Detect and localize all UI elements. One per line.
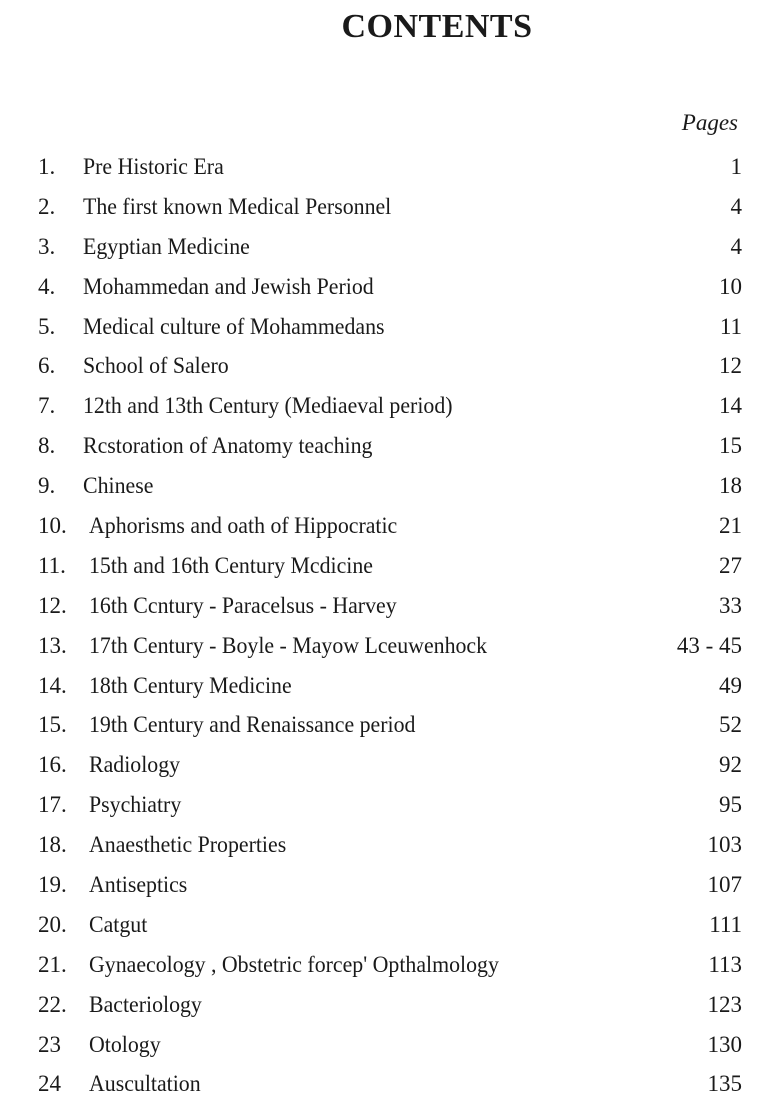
entry-number: 17. bbox=[38, 792, 67, 818]
entry-title: Anaesthetic Properties bbox=[89, 832, 287, 858]
contents-entry bbox=[0, 905, 780, 945]
entry-page: 107 bbox=[707, 872, 742, 898]
entry-page: 43 - 45 bbox=[676, 632, 742, 658]
entry-title: 15th and 16th Century Mcdicine bbox=[89, 552, 374, 578]
contents-entry bbox=[0, 1064, 780, 1104]
contents-entry bbox=[0, 626, 780, 666]
entry-page: 135 bbox=[707, 1071, 742, 1097]
contents-entry bbox=[0, 785, 780, 825]
contents-entry bbox=[0, 267, 780, 307]
entry-page: 111 bbox=[709, 911, 742, 937]
entry-number: 23 bbox=[38, 1031, 61, 1057]
entry-title: Pre Historic Era bbox=[83, 154, 224, 179]
contents-entry bbox=[0, 945, 780, 985]
contents-entry bbox=[0, 346, 780, 386]
entry-number: 6. bbox=[38, 353, 56, 379]
contents-entry bbox=[0, 1025, 780, 1065]
entry-number: 19. bbox=[38, 872, 67, 898]
entry-title: 18th Century Medicine bbox=[89, 672, 292, 698]
contents-entry bbox=[0, 985, 780, 1025]
entry-title: The first known Medical Personnel bbox=[83, 193, 392, 219]
entry-page: 11 bbox=[719, 313, 742, 339]
entry-title: Medical culture of Mohammedans bbox=[83, 313, 385, 339]
entry-title: Gynaecology , Obstetric forcep' Opthalmology bbox=[89, 951, 499, 977]
entry-number: 4. bbox=[38, 273, 56, 299]
entry-number: 5. bbox=[38, 313, 56, 339]
entry-page: 18 bbox=[719, 473, 742, 499]
entry-title: Egyptian Medicine bbox=[83, 233, 250, 259]
contents-entry bbox=[0, 705, 780, 745]
contents-entry bbox=[0, 227, 780, 267]
entry-page: 14 bbox=[719, 393, 742, 419]
contents-entry bbox=[0, 865, 780, 905]
contents-entry bbox=[0, 586, 780, 626]
entry-number: 21. bbox=[38, 951, 67, 977]
entry-number: 16. bbox=[38, 752, 67, 778]
contents-entry bbox=[0, 825, 780, 865]
contents-entry bbox=[0, 466, 780, 506]
entry-title: Catgut bbox=[89, 911, 148, 937]
entry-title: 12th and 13th Century (Mediaeval period) bbox=[83, 393, 453, 419]
entry-title: Auscultation bbox=[89, 1071, 201, 1097]
entry-page: 123 bbox=[707, 991, 742, 1017]
contents-entry bbox=[0, 666, 780, 706]
entry-number: 10. bbox=[38, 513, 67, 539]
contents-entry bbox=[0, 307, 780, 347]
entry-page: 49 bbox=[719, 672, 742, 698]
entry-title: 17th Century - Boyle - Mayow Lceuwenhock bbox=[89, 632, 488, 658]
entry-page: 12 bbox=[719, 353, 742, 379]
entry-title: Rcstoration of Anatomy teaching bbox=[83, 433, 373, 459]
entry-number: 12. bbox=[38, 592, 67, 618]
entry-page: 15 bbox=[719, 433, 742, 459]
entry-page: 92 bbox=[719, 752, 742, 778]
entry-title: Antiseptics bbox=[89, 872, 188, 898]
entry-number: 3. bbox=[38, 233, 56, 259]
contents-entry bbox=[0, 386, 780, 426]
entry-title: 16th Ccntury - Paracelsus - Harvey bbox=[89, 592, 397, 618]
entry-number: 14. bbox=[38, 672, 67, 698]
entry-number: 11. bbox=[38, 552, 66, 578]
entry-page: 103 bbox=[707, 832, 742, 858]
entry-title: 19th Century and Renaissance period bbox=[89, 712, 416, 738]
pages-column-header: Pages bbox=[681, 110, 738, 135]
entry-page: 33 bbox=[719, 592, 742, 618]
contents-entry bbox=[0, 147, 780, 187]
entry-number: 9. bbox=[38, 473, 56, 499]
entry-page: 4 bbox=[730, 233, 742, 259]
contents-entry bbox=[0, 426, 780, 466]
contents-entry bbox=[0, 546, 780, 586]
entry-page: 113 bbox=[708, 951, 742, 977]
page-title: CONTENTS bbox=[341, 8, 533, 45]
entry-number: 8. bbox=[38, 433, 56, 459]
contents-list bbox=[0, 147, 780, 1104]
entry-title: Psychiatry bbox=[89, 792, 182, 818]
entry-number: 15. bbox=[38, 712, 67, 738]
entry-title: Otology bbox=[89, 1031, 161, 1057]
entry-page: 95 bbox=[719, 792, 742, 818]
entry-page: 52 bbox=[719, 712, 742, 738]
entry-title: School of Salero bbox=[83, 353, 229, 379]
entry-number: 1. bbox=[38, 154, 56, 179]
entry-title: Chinese bbox=[83, 473, 154, 499]
entry-number: 22. bbox=[38, 991, 67, 1017]
entry-number: 18. bbox=[38, 832, 67, 858]
entry-number: 7. bbox=[38, 393, 56, 419]
entry-title: Radiology bbox=[89, 752, 181, 778]
entry-page: 4 bbox=[730, 193, 742, 219]
entry-page: 130 bbox=[707, 1031, 742, 1057]
entry-title: Bacteriology bbox=[89, 991, 202, 1017]
contents-entry bbox=[0, 745, 780, 785]
entry-number: 2. bbox=[38, 193, 56, 219]
entry-page: 1 bbox=[730, 154, 742, 179]
entry-number: 13. bbox=[38, 632, 67, 658]
entry-page: 10 bbox=[719, 273, 742, 299]
entry-title: Aphorisms and oath of Hippocratic bbox=[89, 513, 398, 539]
entry-number: 20. bbox=[38, 911, 67, 937]
entry-number: 24 bbox=[38, 1071, 61, 1097]
contents-entry bbox=[0, 506, 780, 546]
contents-entry bbox=[0, 187, 780, 227]
entry-page: 21 bbox=[719, 513, 742, 539]
entry-page: 27 bbox=[719, 552, 742, 578]
entry-title: Mohammedan and Jewish Period bbox=[83, 273, 374, 299]
